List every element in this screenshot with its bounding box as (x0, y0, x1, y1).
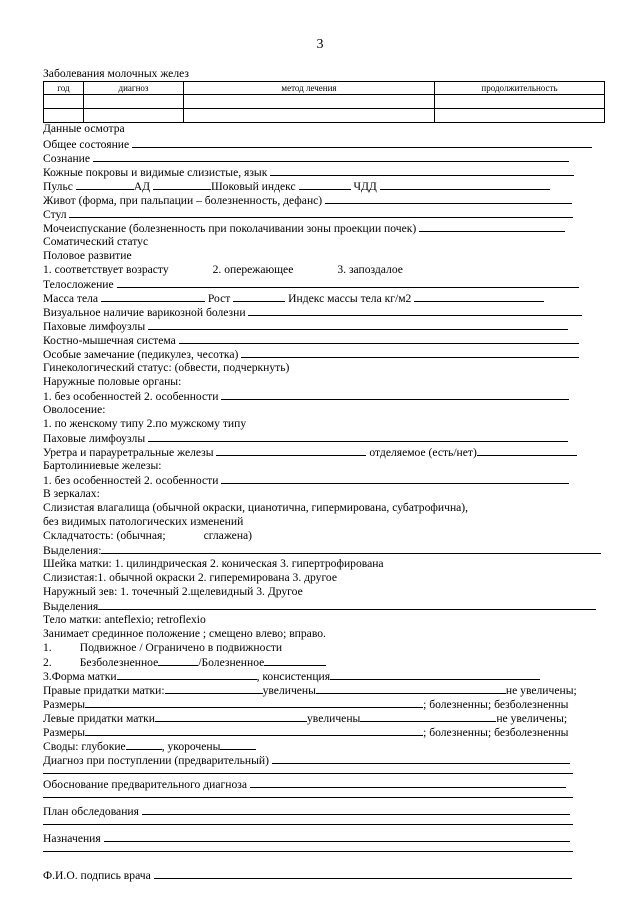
option[interactable]: ; болезненны; безболезненны (423, 698, 569, 711)
sexual-development-heading: Половое развитие (43, 249, 132, 262)
field-label: АД (133, 180, 151, 193)
field-label: Сознание (43, 152, 91, 165)
no-pathology-text: без видимых патологических изменений (43, 515, 244, 528)
field-label: Размеры (43, 698, 86, 711)
rationale-extra-line[interactable] (43, 797, 573, 798)
vaginal-mucosa-text: Слизистая влагалища (обычной окраски, цианотична, гипермирована, субатрофична), (43, 501, 469, 514)
varicose-field[interactable] (248, 305, 582, 316)
table-cell[interactable] (44, 95, 84, 109)
cervical-discharge-field[interactable] (98, 599, 596, 610)
field-label: Рост (207, 292, 231, 305)
bartholin-heading: Бартолиниевые железы: (43, 459, 162, 472)
tenderness-row (43, 655, 326, 669)
field-label: Шоковый индекс (210, 180, 296, 193)
field-label: Правые придатки матки: (43, 684, 165, 697)
table-cell[interactable] (84, 109, 184, 123)
field-label: Общее состояние (43, 138, 130, 151)
abdomen-field[interactable] (325, 193, 572, 204)
urethra-row (43, 445, 577, 459)
urination-row (43, 221, 565, 235)
general-condition-field[interactable] (132, 137, 592, 148)
column-header-treatment: метод лечения (184, 82, 435, 95)
option[interactable]: увеличены (307, 712, 361, 725)
urination-field[interactable] (419, 221, 565, 232)
uterus-position-options[interactable]: Занимает срединное положение ; смещено влево; вправо. (43, 627, 326, 640)
field-label: Индекс массы тела кг/м2 (288, 292, 412, 305)
option[interactable]: не увеличены; (505, 684, 577, 697)
option[interactable]: сглажена) (203, 529, 253, 542)
inguinal-lymph-gyn-field[interactable] (148, 431, 568, 442)
doctor-signature-field[interactable] (154, 868, 572, 879)
musculoskeletal-row (43, 333, 579, 347)
respiratory-rate-field[interactable] (380, 179, 550, 190)
option[interactable]: 1. без особенностей 2. особенности (43, 474, 219, 487)
field-label: Левые придатки матки (43, 712, 155, 725)
external-genitalia-field[interactable] (221, 389, 569, 400)
uterus-shape-field[interactable] (117, 669, 257, 680)
vaginal-discharge-field[interactable] (101, 543, 601, 554)
speculum-heading: В зеркалах: (43, 487, 100, 500)
hair-growth-options[interactable]: 1. по женскому типу 2.по мужскому типу (43, 417, 247, 430)
painful-field[interactable] (264, 655, 326, 666)
inguinal-lymph-field[interactable] (148, 319, 568, 330)
external-genitalia-heading: Наружные половые органы: (43, 375, 182, 388)
table-cell[interactable] (435, 95, 605, 109)
consciousness-field[interactable] (93, 151, 569, 162)
blood-pressure-field[interactable] (153, 179, 211, 190)
folding-row (43, 529, 252, 542)
option[interactable]: Своды: глубокие (43, 740, 126, 753)
list-number: 2. (43, 656, 52, 669)
table-cell[interactable] (184, 109, 435, 123)
option[interactable]: не увеличены; (496, 712, 568, 725)
table-cell[interactable] (435, 109, 605, 123)
right-enlarged-field[interactable] (316, 683, 506, 694)
abdomen-row (43, 193, 572, 207)
uterus-shape-row (43, 669, 540, 683)
special-remarks-row (43, 347, 579, 361)
field-label: Уретра и парауретральные железы (43, 446, 214, 459)
diagnosis-rationale-field[interactable] (250, 777, 566, 788)
examination-plan-row (43, 804, 570, 818)
option[interactable]: ; болезненны; безболезненны (423, 726, 569, 739)
varicose-row (43, 305, 582, 319)
bartholin-row (43, 473, 569, 487)
deep-fornix-field[interactable] (126, 739, 162, 750)
right-size-field[interactable] (85, 697, 423, 708)
column-header-duration: продолжительность (435, 82, 605, 95)
bmi-field[interactable] (414, 291, 544, 302)
field-label: Обоснование предварительного диагноза (43, 778, 247, 791)
right-adnexa-row (43, 683, 577, 697)
field-label: Стул (43, 208, 67, 221)
field-label: Визуальное наличие варикозной болезни (43, 306, 246, 319)
column-header-year: год (44, 82, 84, 95)
diagnosis-rationale-row (43, 777, 566, 791)
prescriptions-field[interactable] (104, 831, 570, 842)
vitals-row (43, 179, 550, 193)
mobility-row (43, 641, 282, 654)
table-cell[interactable] (44, 109, 84, 123)
examination-plan-field[interactable] (142, 804, 570, 815)
external-genitalia-row (43, 389, 569, 403)
option[interactable]: 1. соответствует возрасту (43, 263, 169, 276)
exam-data-heading: Данные осмотра (43, 122, 125, 135)
somatic-status-heading: Соматический статус (43, 235, 149, 248)
discharge-row (43, 543, 601, 557)
skin-field[interactable] (270, 165, 574, 176)
option[interactable]: Складчатость: (обычная; (43, 529, 166, 542)
field-label: 3.Форма матки (43, 670, 117, 683)
doctor-signature-row (43, 868, 572, 882)
body-mass-field[interactable] (101, 291, 205, 302)
field-label: Диагноз при поступлении (предварительный) (43, 754, 269, 767)
field-label: Живот (форма, при пальпации – болезненность, дефанс) (43, 194, 323, 207)
list-number: 1. (43, 641, 52, 654)
inguinal-lymph-row (43, 319, 568, 333)
left-enlarged-field[interactable] (360, 711, 496, 722)
field-label: Костно-мышечная система (43, 334, 176, 347)
option[interactable]: 1. без особенностей 2. особенности (43, 390, 219, 403)
skin-row (43, 165, 574, 179)
uterus-body-options[interactable]: Тело матки: anteflexio; retroflexio (43, 613, 206, 626)
option[interactable]: 2. опережающее (212, 263, 294, 276)
breast-section-title: Заболевания молочных желез (43, 67, 189, 80)
left-adnexa-row (43, 711, 567, 725)
height-field[interactable] (233, 291, 285, 302)
anthropometry-row (43, 291, 544, 305)
field-label: Выделения: (43, 544, 102, 557)
urethra-field[interactable] (216, 445, 366, 456)
table-row (44, 95, 605, 109)
stool-field[interactable] (69, 207, 573, 218)
field-label: Паховые лимфоузлы (43, 432, 146, 445)
consciousness-row (43, 151, 569, 165)
prescriptions-row (43, 831, 570, 845)
gynecological-status-heading: Гинекологический статус: (обвести, подчеркнуть) (43, 361, 290, 374)
stool-row (43, 207, 573, 221)
field-label: Выделения (43, 600, 99, 613)
right-adnexa-field[interactable] (165, 683, 263, 694)
bartholin-field[interactable] (221, 473, 569, 484)
left-adnexa-field[interactable] (155, 711, 307, 722)
fornix-row (43, 739, 256, 753)
field-label: отделяемое (есть/нет) (369, 446, 477, 459)
field-label: Особые замечание (педикулез, чесотка) (43, 348, 239, 361)
external-os-options[interactable]: Наружный зев: 1. точечный 2.щелевидный 3. Другое (43, 585, 303, 598)
column-header-diagnosis: диагноз (84, 82, 184, 95)
field-label: Кожные покровы и видимые слизистые, язык (43, 166, 268, 179)
cervix-options[interactable]: Шейка матки: 1. цилиндрическая 2. коническая 3. гипертрофирована (43, 557, 384, 570)
short-fornix-field[interactable] (220, 739, 256, 750)
general-condition-row (43, 137, 592, 151)
field-label: , консистенция (256, 670, 331, 683)
field-label: ЧДД (353, 180, 377, 193)
page-number: 3 (316, 37, 324, 52)
painless-field[interactable] (158, 655, 198, 666)
inguinal-lymph-gyn-row (43, 431, 568, 445)
consistency-field[interactable] (330, 669, 540, 680)
table-row (44, 109, 605, 123)
field-label: Паховые лимфоузлы (43, 320, 146, 333)
cervix-mucosa-options[interactable]: Слизистая:1. обычной окраски 2. гиперемирована 3. другое (43, 571, 338, 584)
hair-growth-heading: Оволосение: (43, 403, 106, 416)
admission-diagnosis-row (43, 753, 570, 767)
option[interactable]: Подвижное / Ограничено в подвижности (79, 641, 283, 654)
pulse-field[interactable] (76, 179, 134, 190)
left-size-field[interactable] (85, 725, 423, 736)
field-label: Пульс (43, 180, 73, 193)
body-build-field[interactable] (117, 277, 579, 288)
shock-index-field[interactable] (299, 179, 351, 190)
plan-extra-line[interactable] (43, 824, 573, 825)
body-build-row (43, 277, 579, 291)
cervical-discharge-row (43, 599, 596, 613)
table-cell[interactable] (84, 95, 184, 109)
prescriptions-extra-line[interactable] (43, 851, 573, 852)
admission-diagnosis-extra-line[interactable] (43, 773, 573, 774)
special-remarks-field[interactable] (241, 347, 579, 358)
field-label: Размеры (43, 726, 86, 739)
field-label: Назначения (43, 832, 101, 845)
sexual-development-options (43, 263, 403, 276)
option[interactable]: 3. запоздалое (337, 263, 403, 276)
option[interactable]: Безболезненное (79, 656, 159, 669)
field-label: Ф.И.О. подпись врача (43, 869, 151, 882)
option[interactable]: /Болезненное (198, 656, 265, 669)
option[interactable]: увеличены (262, 684, 316, 697)
option[interactable]: , укорочены (161, 740, 221, 753)
discharge-field[interactable] (477, 445, 577, 456)
table-cell[interactable] (184, 95, 435, 109)
right-size-row (43, 697, 568, 711)
field-label: Масса тела (43, 292, 99, 305)
left-size-row (43, 725, 568, 739)
musculoskeletal-field[interactable] (179, 333, 579, 344)
admission-diagnosis-field[interactable] (272, 753, 570, 764)
field-label: План обследования (43, 805, 139, 818)
field-label: Мочеиспускание (болезненность при поколачивании зоны проекции почек) (43, 222, 417, 235)
field-label: Телосложение (43, 278, 114, 291)
breast-diseases-table (43, 81, 605, 123)
